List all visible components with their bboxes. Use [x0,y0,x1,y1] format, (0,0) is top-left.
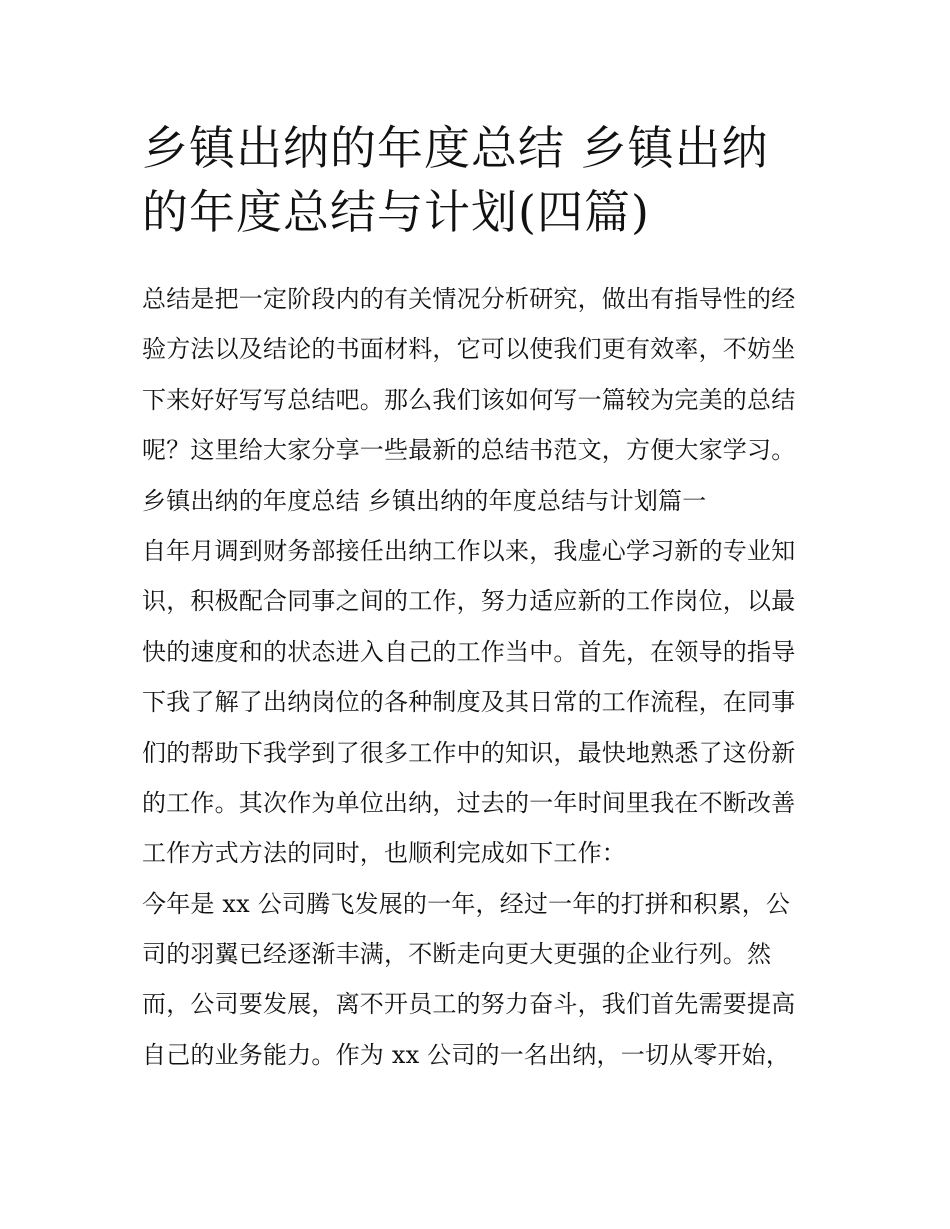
body-line: 工作方式方法的同时，也顺利完成如下工作： [142,839,626,868]
body-line: 自年月调到财务部接任出纳工作以来，我虚心学习新的专业知 [142,536,796,565]
document-body [142,274,822,1080]
body-line: 下我了解了出纳岗位的各种制度及其日常的工作流程，在同事 [142,688,796,717]
body-line: 们的帮助下我学到了很多工作中的知识，最快地熟悉了这份新 [142,738,796,767]
body-line: 下来好好写写总结吧。那么我们该如何写一篇较为完美的总结 [142,385,796,414]
body-line: 而，公司要发展，离不开员工的努力奋斗，我们首先需要提高 [142,990,796,1019]
title-line-1: 乡镇出纳的年度总结 乡镇出纳 [142,121,769,175]
body-line: 呢？这里给大家分享一些最新的总结书范文，方便大家学习。 [142,436,796,465]
body-line: 自己的业务能力。作为 xx 公司的一名出纳，一切从零开始， [142,1040,791,1069]
section-heading: 乡镇出纳的年度总结 乡镇出纳的年度总结与计划篇一 [142,486,707,515]
body-line: 今年是 xx 公司腾飞发展的一年，经过一年的打拼和积累，公 [142,889,791,918]
body-line: 识，积极配合同事之间的工作，努力适应新的工作岗位，以最 [142,587,796,616]
body-line: 司的羽翼已经逐渐丰满，不断走向更大更强的企业行列。然 [142,940,772,969]
body-line: 总结是把一定阶段内的有关情况分析研究，做出有指导性的经 [142,285,796,313]
body-line: 验方法以及结论的书面材料，它可以使我们更有效率，不妨坐 [142,335,796,364]
body-line: 快的速度和的状态进入自己的工作当中。首先，在领导的指导 [142,637,796,666]
document-title [142,116,822,244]
body-line: 的工作。其次作为单位出纳，过去的一年时间里我在不断改善 [142,788,796,817]
title-line-2: 的年度总结与计划(四篇) [142,185,650,239]
